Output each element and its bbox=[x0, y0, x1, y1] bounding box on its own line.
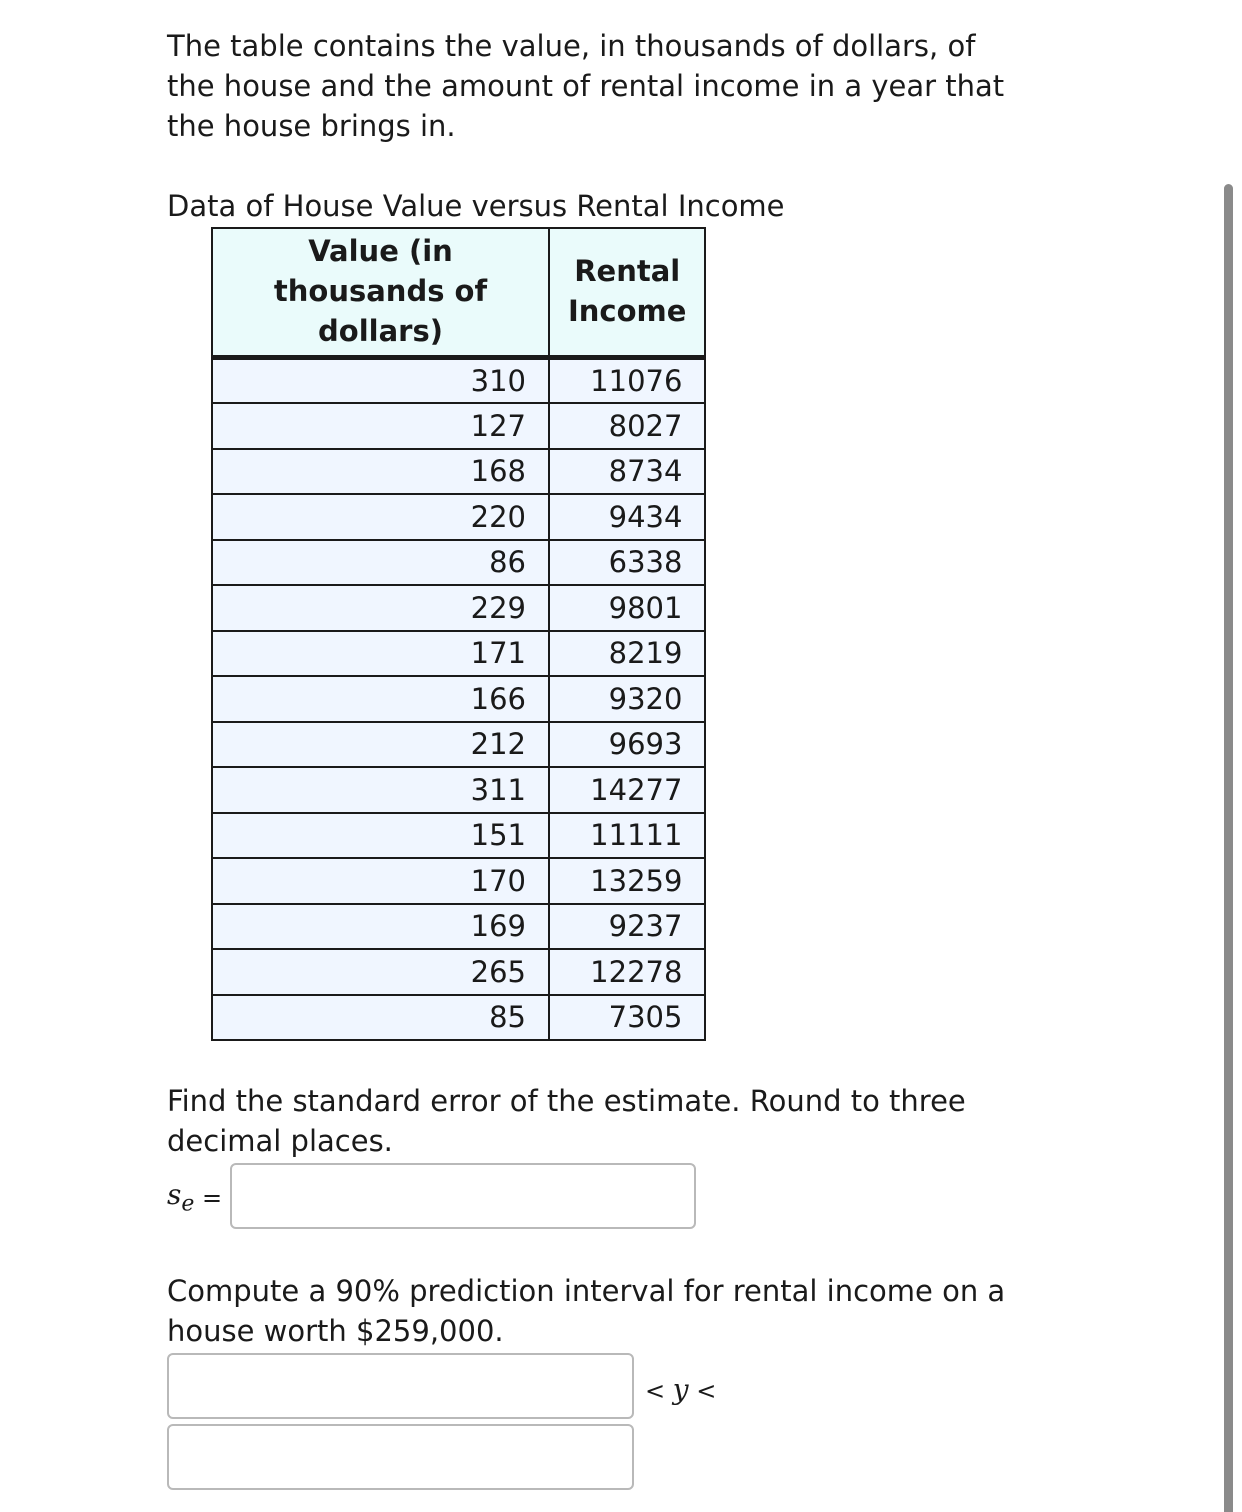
less-than-left: < bbox=[645, 1377, 666, 1405]
cell-house-value: 229 bbox=[212, 585, 549, 631]
table-row bbox=[212, 403, 705, 449]
cell-rental-income: 9237 bbox=[549, 904, 705, 950]
table-row bbox=[212, 904, 705, 950]
table-row bbox=[212, 767, 705, 813]
cell-house-value: 171 bbox=[212, 631, 549, 677]
cell-house-value: 168 bbox=[212, 449, 549, 495]
table-row bbox=[212, 631, 705, 677]
cell-house-value: 85 bbox=[212, 995, 549, 1041]
table-body bbox=[212, 358, 705, 1041]
cell-rental-income: 8734 bbox=[549, 449, 705, 495]
intro-block bbox=[167, 26, 1007, 146]
header-house-value: Value (in thousands of dollars) bbox=[212, 228, 549, 358]
table-row bbox=[212, 540, 705, 586]
data-table bbox=[211, 227, 706, 1041]
cell-house-value: 212 bbox=[212, 722, 549, 768]
cell-house-value: 170 bbox=[212, 858, 549, 904]
cell-rental-income: 11111 bbox=[549, 813, 705, 859]
cell-house-value: 311 bbox=[212, 767, 549, 813]
cell-rental-income: 12278 bbox=[549, 949, 705, 995]
cell-house-value: 151 bbox=[212, 813, 549, 859]
table-header-row bbox=[212, 228, 705, 358]
question-standard-error: Find the standard error of the estimate. Round to three decimal places. bbox=[167, 1084, 966, 1158]
table-row bbox=[212, 949, 705, 995]
cell-rental-income: 9801 bbox=[549, 585, 705, 631]
equals-sign: = bbox=[202, 1184, 223, 1212]
cell-house-value: 310 bbox=[212, 358, 549, 404]
table-caption: Data of House Value versus Rental Income bbox=[167, 189, 785, 223]
cell-rental-income: 8219 bbox=[549, 631, 705, 677]
se-label-main: s bbox=[167, 1178, 182, 1211]
scrollbar[interactable] bbox=[1224, 184, 1233, 1512]
table-row bbox=[212, 676, 705, 722]
cell-house-value: 86 bbox=[212, 540, 549, 586]
cell-house-value: 166 bbox=[212, 676, 549, 722]
intro-text: The table contains the value, in thousands of dollars, of the house and the amount of rental income in a year that the house brings in. bbox=[167, 29, 1005, 143]
header-rental-income: Rental Income bbox=[549, 228, 705, 358]
cell-house-value: 127 bbox=[212, 403, 549, 449]
interval-lower-input[interactable] bbox=[167, 1353, 634, 1419]
cell-rental-income: 8027 bbox=[549, 403, 705, 449]
cell-rental-income: 9693 bbox=[549, 722, 705, 768]
table-row bbox=[212, 722, 705, 768]
less-than-right: < bbox=[696, 1377, 717, 1405]
interval-upper-input[interactable] bbox=[167, 1424, 634, 1490]
cell-rental-income: 6338 bbox=[549, 540, 705, 586]
table-row bbox=[212, 813, 705, 859]
cell-house-value: 169 bbox=[212, 904, 549, 950]
table-row bbox=[212, 585, 705, 631]
cell-house-value: 265 bbox=[212, 949, 549, 995]
table-row bbox=[212, 449, 705, 495]
cell-rental-income: 9434 bbox=[549, 494, 705, 540]
se-label bbox=[167, 1178, 194, 1217]
cell-rental-income: 11076 bbox=[549, 358, 705, 404]
cell-rental-income: 14277 bbox=[549, 767, 705, 813]
cell-house-value: 220 bbox=[212, 494, 549, 540]
table-row bbox=[212, 358, 705, 404]
inequality-expression bbox=[645, 1373, 716, 1406]
se-label-sub: e bbox=[181, 1191, 195, 1217]
table-row bbox=[212, 858, 705, 904]
table-row bbox=[212, 494, 705, 540]
cell-rental-income: 9320 bbox=[549, 676, 705, 722]
question-prediction-interval: Compute a 90% prediction interval for rental income on a house worth $259,000. bbox=[167, 1274, 1006, 1348]
standard-error-input[interactable] bbox=[230, 1163, 696, 1229]
cell-rental-income: 7305 bbox=[549, 995, 705, 1041]
cell-rental-income: 13259 bbox=[549, 858, 705, 904]
table-row bbox=[212, 995, 705, 1041]
variable-y: y bbox=[672, 1373, 689, 1406]
